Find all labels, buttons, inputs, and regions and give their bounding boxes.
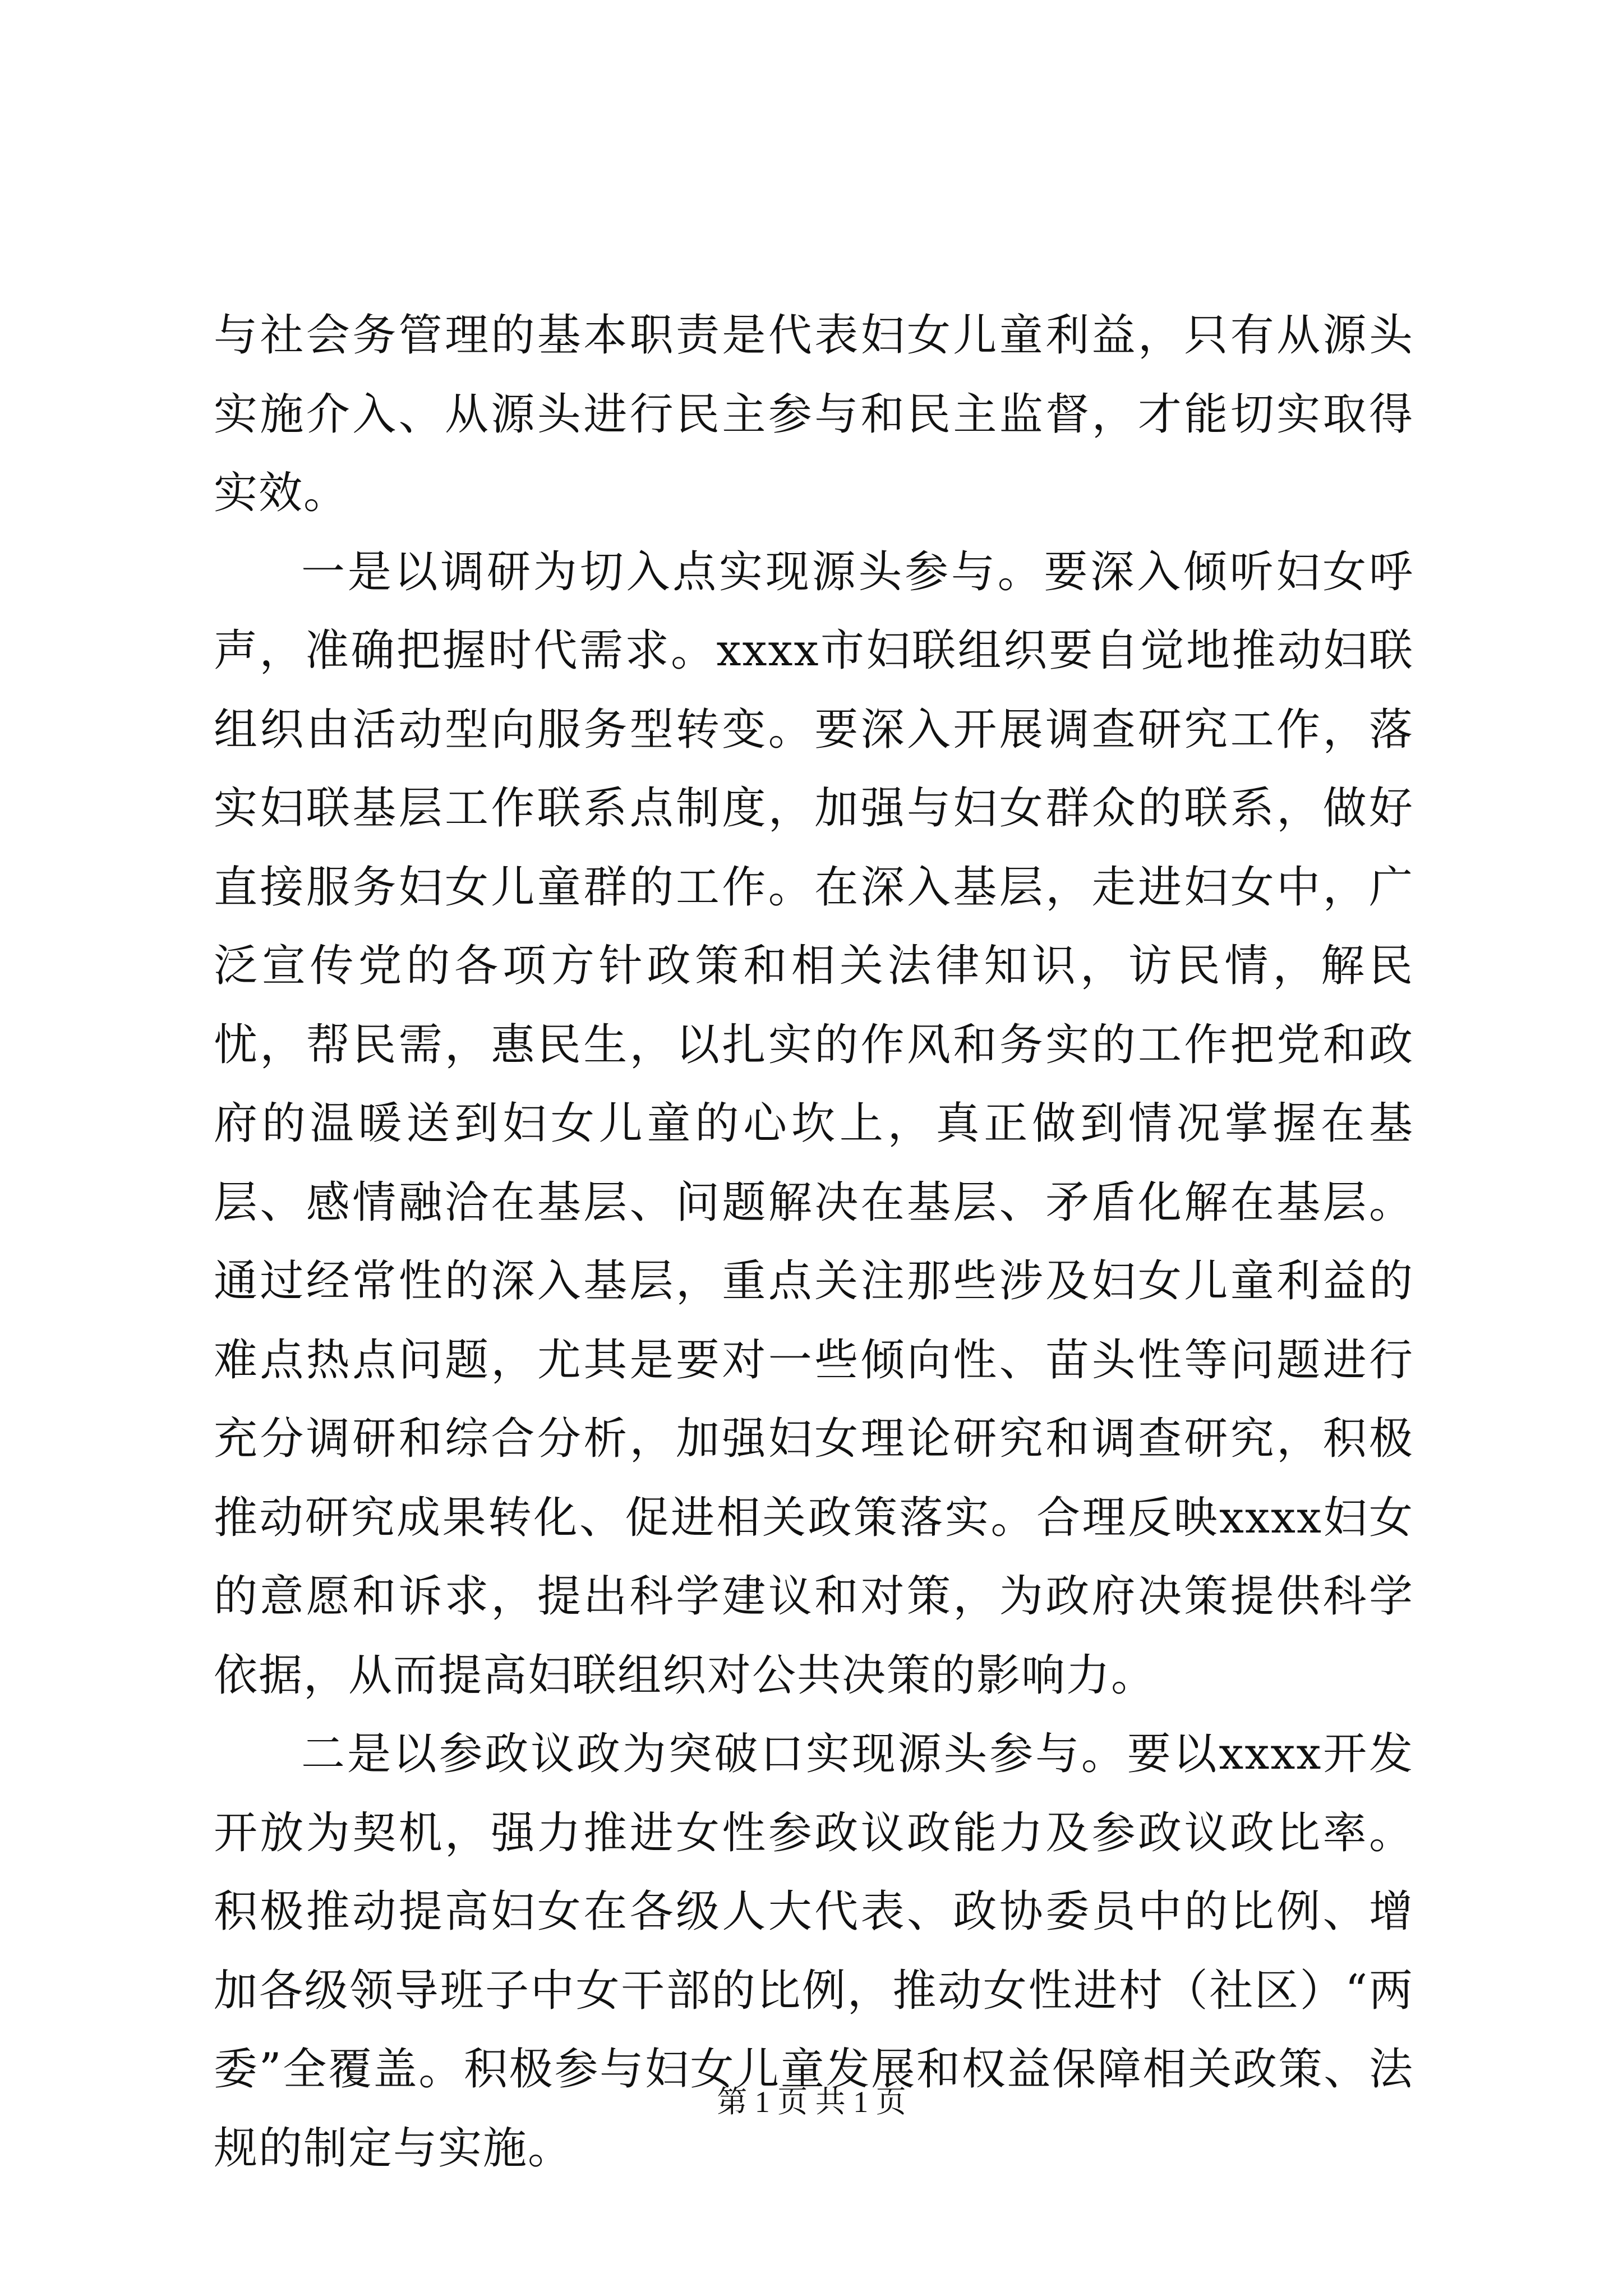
paragraph-politics: 二是以参政议政为突破口实现源头参与。要以xxxx开发开放为契机，强力推进女性参政议政能力及参政议政比率。积极推动提高妇女在各级人大代表、政协委员中的比例、增加各级领导班子中女干部的比例，推动女性进村（社区）“两委”全覆盖。积极参与妇女儿童发展和权益保障相关政策、法规的制定与实施。	[214, 1729, 1414, 2174]
page-number-label: 第 1 页 共 1 页	[717, 2085, 906, 2119]
paragraph-research: 一是以调研为切入点实现源头参与。要深入倾听妇女呼声，准确把握时代需求。xxxx市妇联组织要自觉地推动妇联组织由活动型向服务型转变。要深入开展调查研究工作，落实妇联基层工作联系点制度，加强与妇女群众的联系，做好直接服务妇女儿童群的工作。在深入基层，走进妇女中，广泛宣传党的各项方针政策和相关法律知识，访民情，解民忧，帮民需，惠民生，以扎实的作风和务实的工作把党和政府的温暖送到妇女儿童的心坎上，真正做到情况掌握在基层、感情融洽在基层、问题解决在基层、矛盾化解在基层。通过经常性的深入基层，重点关注那些涉及妇女儿童利益的难点热点问题，尤其是要对一些倾向性、苗头性等问题进行充分调研和综合分析，加强妇女理论研究和调查研究，积极推动研究成果转化、促进相关政策落实。合理反映xxxx妇女的意愿和诉求，提出科学建议和对策，为政府决策提供科学依据，从而提高妇联组织对公共决策的影响力。	[214, 546, 1414, 1701]
page-footer	[0, 2082, 1623, 2122]
document-body	[214, 296, 1414, 2188]
paragraph-intro: 与社会务管理的基本职责是代表妇女儿童利益，只有从源头实施介入、从源头进行民主参与和民主监督，才能切实取得实效。	[214, 310, 1414, 518]
